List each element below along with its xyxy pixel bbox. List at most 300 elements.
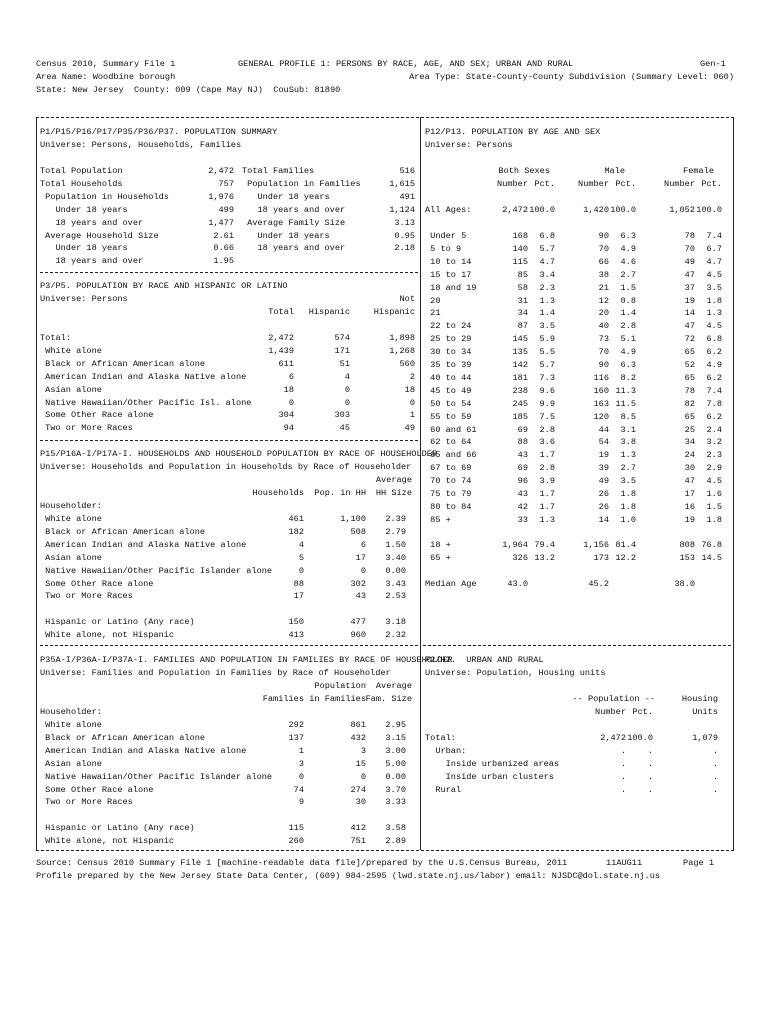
summary-divider [40,272,418,273]
age-female-pct: 2.9 [706,463,722,474]
summary-label: Under 18 years [40,243,128,254]
urban-number: . [620,784,626,795]
urban-universe: Universe: Population, Housing units [425,668,606,678]
urban-col-number: Number [595,707,626,717]
age-female-pct: 1.8 [706,514,722,525]
households-col-pop: Pop. in HH [314,488,366,498]
age-both-pct: 1.7 [539,489,555,499]
summary-value: 1,477 [208,217,234,228]
age-female-number: 47 [684,476,695,487]
age-female-pct: 4.7 [706,256,722,267]
families-pop: 274 [350,784,366,795]
age-female-number: 52 [684,360,695,370]
families-pop: 15 [355,758,366,769]
age-both-number: 326 [512,552,528,563]
age-female-pct: 6.8 [706,334,722,345]
age-male-number: 70 [598,243,609,254]
families-size: 3.15 [385,732,406,743]
age-male-pct: 3.5 [620,476,636,487]
race-hispanic: 0 [344,384,350,395]
race-hispanic: 45 [339,423,350,434]
age-both-pct: 5.9 [539,334,555,345]
age-both-number: 1,964 [502,540,528,550]
age-both-number: 115 [512,256,528,267]
age-both-pct: 3.5 [539,321,555,332]
age-both-number: 85 [517,269,528,280]
families-row-label: Hispanic or Latino (Any race) [40,823,195,834]
families-count: 1 [298,745,304,756]
families-count: 3 [298,758,304,769]
families-row-label: Native Hawaiian/Other Pacific Islander alone [40,771,273,782]
age-female-number: 47 [684,321,695,332]
age-female-pct: 1.5 [706,501,722,512]
age-female-pct: 7.4 [706,385,722,396]
summary-value: 0.95 [394,230,415,241]
age-both-pct: 1.3 [539,514,555,525]
age-female-pct: 2.4 [706,424,722,435]
age-male-pct: 1.4 [620,308,636,319]
urban-units: 1,079 [692,733,718,743]
age-male-pct: 1.8 [620,501,636,512]
age-both-pct: 3.9 [539,476,555,487]
age-row-label: 5 to 9 [425,243,462,254]
urban-units: . [712,784,718,795]
age-both-number: 43 [517,489,528,499]
age-male-number: 1,156 [583,540,609,550]
race-total: 94 [283,423,294,434]
age-both-pct: 1.4 [539,308,555,319]
summary-label: Total Population [40,166,123,176]
age-male-pct: 8.2 [620,372,636,383]
summary-value: 516 [399,166,415,176]
households-size: 2.79 [385,526,406,537]
center-divider [420,117,421,850]
age-title: P12/P13. POPULATION BY AGE AND SEX [425,127,601,137]
families-universe: Universe: Families and Population in Families by Race of Householder [40,668,391,678]
age-row-label: 85 + [425,514,451,525]
age-female-pct: 6.2 [706,411,722,422]
age-row-label: 70 to 74 [425,476,472,487]
age-row-label: 15 to 17 [425,269,472,280]
age-col-both: Both Sexes [498,166,550,176]
age-male-pct: 3.1 [620,424,636,435]
urban-col-housing: Housing [681,694,718,704]
age-both-pct: 100.0 [529,205,555,215]
age-both-pct: 1.3 [539,295,555,306]
age-female-pct: 4.5 [706,321,722,332]
households-title: P15/P16A-I/P17A-I. HOUSEHOLDS AND HOUSEHOLD POPULATION BY RACE OF HOUSEHOLDER [40,449,438,459]
race-col-not-hispanic: Hispanic [373,307,415,317]
age-male-pct: 11.5 [615,398,636,409]
households-pop: 1,100 [340,514,366,524]
age-row-label: 18 and 19 [425,282,477,293]
race-not-hispanic: 1 [409,410,415,421]
age-male-pct: 3.8 [620,437,636,448]
age-both-pct: 1.7 [539,501,555,512]
summary-value: 3.13 [394,217,415,228]
households-householder: Householder: [40,501,102,511]
summary-label: Total Households [40,178,123,189]
families-count: 115 [288,823,304,834]
age-female-number: 1,052 [669,205,695,215]
households-col-size: HH Size [375,488,412,498]
age-female-pct: 6.2 [706,347,722,358]
age-female-number: 17 [684,489,695,499]
age-row-label: 80 to 84 [425,501,472,512]
right-border [733,117,734,850]
age-male-pct: 1.5 [620,282,636,293]
race-col-not: Not [399,294,415,304]
age-row-label: 65 and 66 [425,450,477,461]
families-pop: 861 [350,720,366,730]
race-total: 2,472 [268,333,294,343]
urban-title: P2/H2. URBAN AND RURAL [425,655,544,665]
summary-label: Population in Households [40,191,169,202]
age-female-number: 65 [684,411,695,422]
households-size: 1.50 [385,539,406,550]
urban-pct: . [647,784,653,795]
summary-label: 18 years and over [242,204,346,215]
age-both-pct: 2.3 [539,282,555,293]
urban-col-population: -- Population -- [572,694,655,704]
families-row-label: Some Other Race alone [40,784,154,795]
households-row-label: Native Hawaiian/Other Pacific Islander alone [40,565,273,576]
header-title: GENERAL PROFILE 1: PERSONS BY RACE, AGE, AND SEX; URBAN AND RURAL [238,59,574,69]
age-both-pct: 4.7 [539,256,555,267]
race-row-label: American Indian and Alaska Native alone [40,371,247,382]
urban-units: . [712,771,718,782]
age-col-number: Number [497,179,528,189]
age-female-number: 34 [684,437,695,448]
age-female-number: 70 [684,243,695,254]
urban-number: . [620,745,626,756]
urban-pct: . [647,745,653,756]
header-state: State: New Jersey County: 009 (Cape May NJ) CouSub: 81890 [36,85,341,95]
age-both-pct: 6.8 [539,231,555,241]
median-age-female: 38.0 [674,579,695,589]
summary-value: 2.61 [213,230,234,241]
summary-label: Population in Families [242,178,361,189]
age-row-label: All Ages: [425,205,472,215]
age-female-number: 65 [684,347,695,358]
race-total: 18 [283,384,294,395]
age-both-pct: 3.6 [539,437,555,448]
families-size: 2.95 [385,720,406,730]
age-both-pct: 2.8 [539,463,555,474]
age-female-number: 37 [684,282,695,293]
age-female-number: 47 [684,269,695,280]
race-row-label: Total: [40,333,71,343]
age-both-number: 69 [517,463,528,474]
families-size: 3.00 [385,745,406,756]
age-male-number: 20 [598,308,609,319]
households-row-label: Asian alone [40,552,102,563]
race-total: 611 [278,358,294,369]
age-both-number: 245 [512,398,528,409]
families-pop: 30 [355,797,366,808]
age-male-number: 12 [598,295,609,306]
age-male-number: 21 [598,282,609,293]
age-female-number: 25 [684,424,695,435]
urban-pct: 100.0 [627,733,653,743]
families-count: 137 [288,732,304,743]
families-householder: Householder: [40,707,102,717]
age-male-pct: 1.0 [620,514,636,525]
families-col-count: Families [262,694,304,704]
age-both-number: 181 [512,372,528,383]
age-male-number: 73 [598,334,609,345]
age-female-number: 808 [679,540,695,550]
age-female-number: 24 [684,450,695,461]
families-size: 0.00 [385,771,406,782]
summary-value: 757 [218,178,234,189]
age-male-pct: 0.8 [620,295,636,306]
age-female-number: 19 [684,295,695,306]
race-total: 6 [288,371,294,382]
age-row-label: 18 + [425,540,451,550]
urban-row-label: Urban: [425,745,467,756]
age-row-label: 30 to 34 [425,347,472,358]
summary-universe: Universe: Persons, Households, Families [40,140,242,150]
race-hispanic: 303 [334,410,350,421]
race-total: 1,439 [268,345,294,356]
summary-value: 2.18 [394,243,415,254]
age-female-number: 65 [684,372,695,383]
families-size: 3.70 [385,784,406,795]
families-col-pop: Population [314,681,366,691]
urban-row-label: Inside urban clusters [425,771,554,782]
summary-value: 1,976 [208,191,234,202]
age-both-number: 2,472 [502,205,528,215]
race-divider [40,440,418,441]
age-male-pct: 4.6 [620,256,636,267]
race-total: 304 [278,410,294,421]
race-hispanic: 4 [344,371,350,382]
families-col-avg: Average [375,681,412,691]
summary-value: 1.95 [213,256,234,267]
age-female-pct: 2.3 [706,450,722,461]
race-hispanic: 171 [334,345,350,356]
age-col-number: Number [664,179,695,189]
race-not-hispanic: 2 [409,371,415,382]
families-row-label: American Indian and Alaska Native alone [40,745,247,756]
age-row-label: 10 to 14 [425,256,472,267]
age-both-pct: 79.4 [534,540,555,550]
age-male-pct: 100.0 [610,205,636,215]
age-both-number: 31 [517,295,528,306]
race-row-label: Two or More Races [40,423,133,434]
age-row-label: 60 and 61 [425,424,477,435]
age-both-number: 34 [517,308,528,319]
race-not-hispanic: 49 [404,423,415,434]
age-both-pct: 2.8 [539,424,555,435]
footer-prepared-by: Profile prepared by the New Jersey State Data Center, (609) 984-2595 (lwd.state.nj.us/labor) email: NJSDC@dol.state.nj.us [36,871,661,881]
households-row-label: Some Other Race alone [40,578,154,589]
urban-row-label: Inside urbanized areas [425,758,560,769]
families-row-label: White alone [40,720,102,730]
families-count: 0 [298,771,304,782]
age-female-number: 72 [684,334,695,345]
median-age-male: 45.2 [588,579,609,589]
age-both-number: 43 [517,450,528,461]
race-not-hispanic: 560 [399,358,415,369]
age-both-number: 168 [512,231,528,241]
race-hispanic: 51 [339,358,350,369]
age-female-pct: 4.9 [706,360,722,370]
age-both-pct: 3.4 [539,269,555,280]
race-col-hispanic: Hispanic [308,307,350,317]
households-row-label: Two or More Races [40,591,133,602]
age-universe: Universe: Persons [425,140,513,150]
age-row-label: 75 to 79 [425,489,472,499]
bottom-rule [36,850,734,851]
age-row-label: 35 to 39 [425,360,472,370]
families-row-label: White alone, not Hispanic [40,836,175,847]
race-not-hispanic: 18 [404,384,415,395]
households-row-label: White alone, not Hispanic [40,630,175,641]
households-pop: 302 [350,578,366,589]
age-male-pct: 12.2 [615,552,636,563]
households-size: 2.32 [385,630,406,641]
race-not-hispanic: 1,898 [389,333,415,343]
urban-number: . [620,758,626,769]
race-hispanic: 0 [344,397,350,408]
urban-row-label: Total: [425,733,456,743]
urban-number: 2,472 [600,733,626,743]
age-both-pct: 5.5 [539,347,555,358]
age-female-number: 153 [679,552,695,563]
households-size: 3.18 [385,617,406,628]
summary-value: 0.66 [213,243,234,254]
age-both-pct: 9.6 [539,385,555,396]
age-male-number: 160 [593,385,609,396]
race-col-total: Total [268,307,294,317]
summary-label: Under 18 years [40,204,128,215]
urban-pct: . [647,771,653,782]
race-title: P3/P5. POPULATION BY RACE AND HISPANIC OR LATINO [40,281,288,291]
left-border [36,117,37,850]
age-male-number: 1,420 [583,205,609,215]
age-both-pct: 1.7 [539,450,555,461]
age-col-number: Number [578,179,609,189]
footer-date: 11AUG11 [606,858,643,868]
race-universe: Universe: Persons [40,294,128,304]
age-both-number: 69 [517,424,528,435]
age-female-number: 16 [684,501,695,512]
age-both-number: 96 [517,476,528,487]
urban-units: . [712,758,718,769]
age-male-pct: 8.5 [620,411,636,422]
age-male-pct: 81.4 [615,540,636,550]
age-male-number: 40 [598,321,609,332]
age-male-number: 44 [598,424,609,435]
age-both-number: 42 [517,501,528,512]
age-male-pct: 4.9 [620,243,636,254]
urban-col-pct: Pct. [632,707,653,717]
race-row-label: Black or African American alone [40,358,206,369]
summary-value: 491 [399,191,415,202]
age-female-number: 49 [684,256,695,267]
age-male-pct: 1.8 [620,489,636,499]
families-row-label: Asian alone [40,758,102,769]
age-male-number: 49 [598,476,609,487]
urban-pct: . [647,758,653,769]
families-size: 2.89 [385,836,406,847]
households-row-label: Hispanic or Latino (Any race) [40,617,195,628]
age-both-pct: 9.9 [539,398,555,409]
families-col-pop: in Families [309,694,366,704]
households-pop: 508 [350,526,366,537]
summary-label: 18 years and over [242,243,346,254]
age-row-label: 45 to 49 [425,385,472,396]
age-both-number: 33 [517,514,528,525]
households-size: 2.53 [385,591,406,602]
age-male-number: 19 [598,450,609,461]
age-female-pct: 3.2 [706,437,722,448]
race-not-hispanic: 0 [409,397,415,408]
age-female-pct: 6.2 [706,372,722,383]
header-area-type: Area Type: State-County-County Subdivision (Summary Level: 060) [409,72,734,82]
age-both-number: 142 [512,360,528,370]
age-row-label: 25 to 29 [425,334,472,345]
households-pop: 960 [350,630,366,641]
age-both-number: 238 [512,385,528,396]
age-both-number: 135 [512,347,528,358]
households-row-label: American Indian and Alaska Native alone [40,539,247,550]
families-count: 74 [293,784,304,795]
families-size: 3.58 [385,823,406,834]
median-age-label: Median Age [425,579,477,589]
households-count: 182 [288,526,304,537]
summary-label: Under 18 years [242,191,330,202]
summary-label: Average Household Size [40,230,159,241]
households-count: 0 [298,565,304,576]
age-both-pct: 7.5 [539,411,555,422]
age-both-pct: 5.7 [539,360,555,370]
households-universe: Universe: Households and Population in Households by Race of Householder [40,462,412,472]
age-female-pct: 100.0 [696,205,722,215]
top-rule [36,117,734,118]
age-row-label: 40 to 44 [425,372,472,383]
race-total: 0 [288,397,294,408]
households-count: 150 [288,617,304,628]
urban-number: . [620,771,626,782]
age-male-pct: 6.3 [620,360,636,370]
households-count: 461 [288,514,304,524]
urban-col-units: Units [692,707,718,717]
age-both-pct: 13.2 [534,552,555,563]
age-female-pct: 4.5 [706,269,722,280]
age-female-number: 78 [684,231,695,241]
race-not-hispanic: 1,268 [389,345,415,356]
households-size: 2.39 [385,514,406,524]
households-pop: 0 [360,565,366,576]
summary-label: Under 18 years [242,230,330,241]
header-source: Census 2010, Summary File 1 [36,59,176,69]
age-col-pct: Pct. [534,179,555,189]
age-female-pct: 1.8 [706,295,722,306]
header-form-id: Gen-1 [700,59,726,69]
race-row-label: Asian alone [40,384,102,395]
households-size: 0.00 [385,565,406,576]
age-col-male: Male [604,166,625,176]
households-pop: 477 [350,617,366,628]
age-male-number: 26 [598,501,609,512]
households-size: 3.40 [385,552,406,563]
households-count: 5 [298,552,304,563]
summary-label: Average Family Size [242,217,346,228]
age-male-pct: 2.7 [620,463,636,474]
